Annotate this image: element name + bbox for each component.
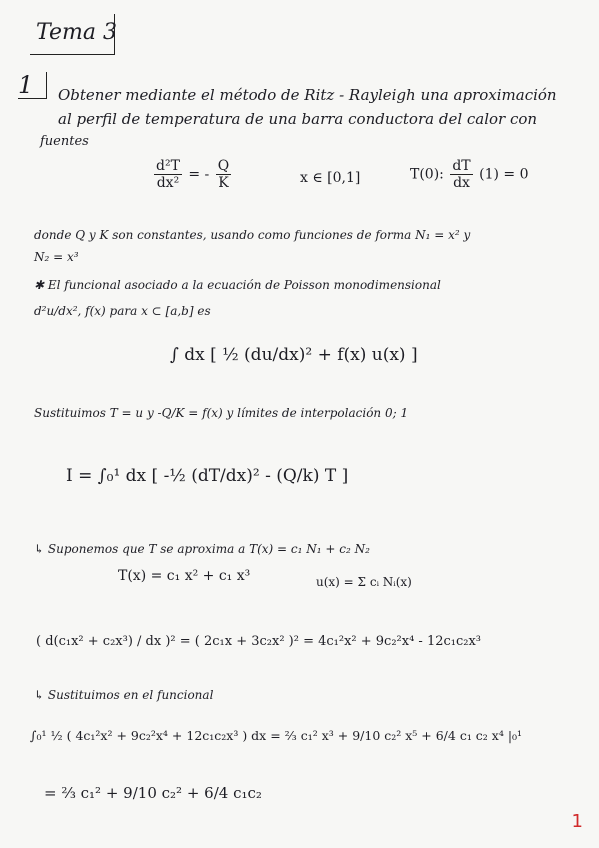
bc-derivative — [450, 158, 472, 191]
text-where: donde Q y K son constantes, usando como funciones de forma N₁ = x² y — [34, 228, 471, 242]
ode-lhs — [154, 158, 182, 191]
equation-ode — [152, 158, 233, 191]
text-suppose: ↳ Suponemos que T se aproxima a T(x) = c₁ N₁ + c₂ N₂ — [34, 542, 370, 556]
ode-rhs-num: Q — [217, 158, 230, 174]
text-shape-2: N₂ = x³ — [34, 250, 79, 264]
result-expression: = ⅔ c₁² + 9/10 c₂² + 6/4 c₁c₂ — [44, 784, 262, 802]
functional-integral: ∫ dx [ ½ (du/dx)² + f(x) u(x) ] — [170, 345, 418, 365]
text-substitute: Sustituimos T = u y -Q/K = f(x) y límites de interpolación 0; 1 — [34, 406, 409, 420]
ode-equals: = - — [188, 166, 210, 183]
problem-number: 1 — [18, 72, 47, 99]
derivative-square: ( d(c₁x² + c₂x³) / dx )² = ( 2c₁x + 3c₂x² )² = 4c₁²x² + 9c₂²x⁴ - 12c₁c₂x³ — [36, 634, 482, 649]
text-poisson: d²u/dx², f(x) para x ⊂ [a,b] es — [34, 304, 211, 318]
ode-rhs — [216, 158, 231, 191]
approx-expression: T(x) = c₁ x² + c₁ x³ — [118, 568, 251, 584]
problem-statement-line-2: al perfil de temperatura de una barra conductora del calor con — [58, 110, 538, 128]
ode-lhs-num: d²T — [156, 158, 180, 174]
text-functional: ✱ El funcional asociado a la ecuación de Poisson monodimensional — [34, 278, 441, 292]
ode-lhs-den: dx² — [156, 175, 180, 191]
bc-num: dT — [452, 158, 471, 174]
bc-den: dx — [453, 175, 470, 191]
problem-statement-line-3: fuentes — [40, 134, 89, 149]
integral-evaluation: ∫₀¹ ½ ( 4c₁²x² + 9c₂²x⁴ + 12c₁c₂x³ ) dx = ⅔ c₁² x³ + 9/10 c₂² x⁵ + 6/4 c₁ c₂ x⁴ |₀¹ — [30, 728, 523, 743]
equation-boundary — [410, 158, 528, 191]
text-substitute-functional: ↳ Sustituimos en el funcional — [34, 688, 214, 702]
bc-label: T(0): — [410, 166, 444, 183]
equation-domain: x ∈ [0,1] — [300, 170, 361, 186]
problem-statement-line-1: Obtener mediante el método de Ritz - Rayleigh una aproximación — [58, 86, 557, 104]
page-title: Tema 3 — [36, 20, 117, 45]
bc-value: (1) = 0 — [479, 166, 529, 183]
functional-integral-2: I = ∫₀¹ dx [ -½ (dT/dx)² - (Q/k) T ] — [66, 466, 349, 486]
ode-rhs-den: K — [218, 175, 229, 191]
approx-sum: u(x) = Σ cᵢ Nᵢ(x) — [316, 575, 412, 589]
page-number: 1 — [571, 811, 583, 832]
